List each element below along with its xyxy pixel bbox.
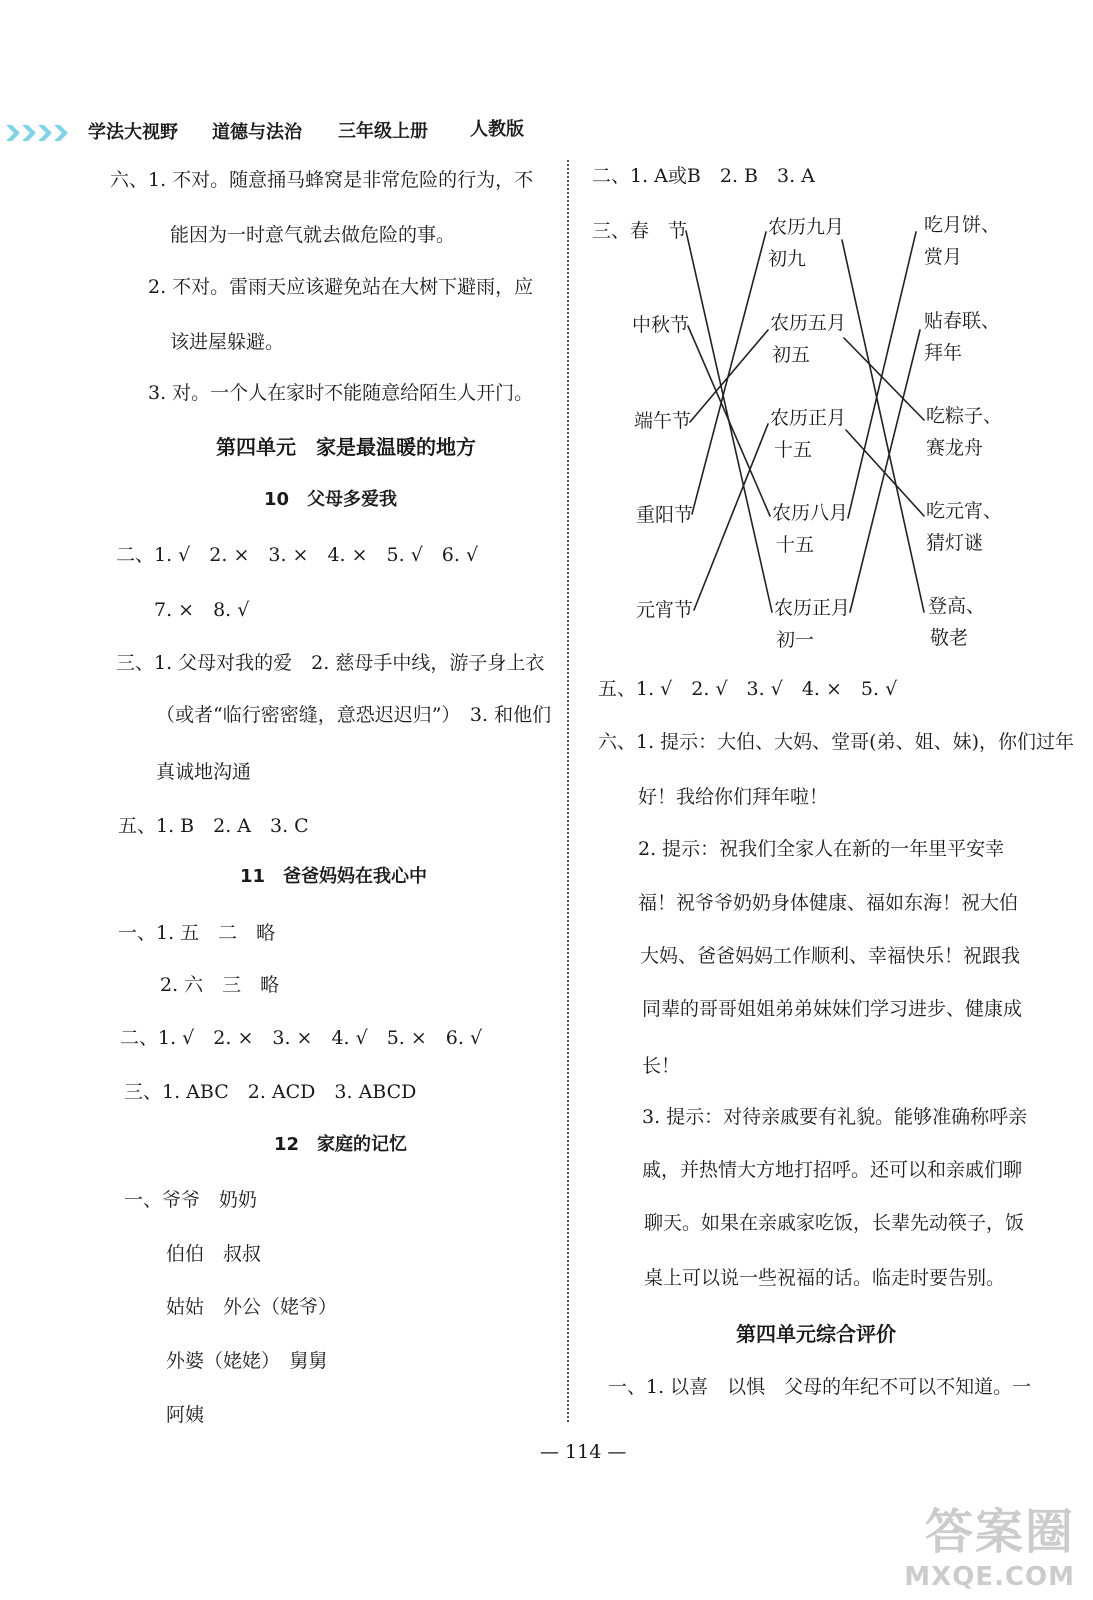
right-q6-line1: 六、1. 提示：大伯、大妈、堂哥(弟、姐、妹)，你们过年 — [598, 731, 1074, 753]
s11-q3: 三、1. ABC 2. ACD 3. ABCD — [124, 1081, 417, 1103]
right-q6-line7: 长！ — [642, 1055, 681, 1077]
right-q6-line9: 戚，并热情大方地打招呼。还可以和亲戚们聊 — [642, 1159, 1023, 1181]
header-book-title: 学法大视野 — [88, 122, 178, 143]
section10-title: 10 父母多爱我 — [264, 489, 398, 510]
s10-q5: 五、1. B 2. A 3. C — [118, 815, 309, 837]
match-custom-1-line2: 赏月 — [924, 246, 963, 268]
match-date-3-line1: 农历正月 — [770, 407, 847, 429]
s12-line4: 外婆（姥姥） 舅舅 — [166, 1350, 328, 1372]
unit4-title: 第四单元 家是最温暖的地方 — [216, 435, 476, 459]
right-q2: 二、1. A或B 2. B 3. A — [592, 165, 815, 187]
left-q6-line4: 该进屋躲避。 — [170, 331, 285, 353]
right-q6-line2: 好！我给你们拜年啦！ — [638, 786, 829, 808]
match-custom-1-line1: 吃月饼、 — [924, 214, 1001, 236]
match-festival-5: 元宵节 — [636, 599, 694, 621]
match-custom-2-line1: 贴春联、 — [924, 310, 1001, 332]
left-q6-line2: 能因为一时意气就去做危险的事。 — [170, 224, 456, 246]
right-q6-line4: 福！祝爷爷奶奶身体健康、福如东海！祝大伯 — [638, 892, 1019, 914]
page-number: — 114 — — [540, 1441, 627, 1463]
s10-q2-line2: 7. × 8. √ — [154, 599, 250, 621]
header-arrows-icon — [4, 120, 80, 146]
match-prefix: 三、 — [592, 220, 631, 242]
header-subject: 道德与法治 — [212, 122, 302, 143]
s11-q1-line1: 一、1. 五 二 略 — [118, 922, 276, 944]
match-date-4-line2: 十五 — [776, 534, 815, 556]
match-festival-3: 端午节 — [634, 410, 692, 432]
header-grade: 三年级上册 — [338, 121, 428, 142]
left-q6-line3: 2. 不对。雷雨天应该避免站在大树下避雨，应 — [148, 276, 534, 298]
s11-q1-line2: 2. 六 三 略 — [160, 974, 280, 996]
right-q6-line5: 大妈、爸爸妈妈工作顺利、幸福快乐！祝跟我 — [640, 945, 1021, 967]
s12-line3: 姑姑 外公（姥爷） — [166, 1296, 338, 1318]
match-custom-3-line1: 吃粽子、 — [926, 405, 1003, 427]
right-q6-line3: 2. 提示：祝我们全家人在新的一年里平安幸 — [638, 838, 1005, 860]
match-custom-5-line1: 登高、 — [928, 595, 986, 617]
section11-title: 11 爸爸妈妈在我心中 — [240, 866, 428, 887]
watermark-logo — [904, 1493, 1075, 1592]
match-custom-4-line1: 吃元宵、 — [926, 500, 1003, 522]
s12-line1: 一、爷爷 奶奶 — [124, 1189, 258, 1211]
match-date-4-line1: 农历八月 — [772, 502, 849, 524]
unit4-review-title: 第四单元综合评价 — [736, 1322, 896, 1346]
match-date-5-line1: 农历正月 — [774, 597, 851, 619]
match-custom-4-line2: 猜灯谜 — [926, 532, 984, 554]
match-date-2-line1: 农历五月 — [770, 312, 847, 334]
right-q6-line6: 同辈的哥哥姐姐弟弟妹妹们学习进步、健康成 — [642, 998, 1023, 1020]
match-date-3-line2: 十五 — [774, 439, 813, 461]
s10-q3-line1: 三、1. 父母对我的爱 2. 慈母手中线，游子身上衣 — [116, 652, 545, 674]
s10-q3-line3: 真诚地沟通 — [156, 761, 252, 783]
left-q6-line5: 3. 对。一个人在家时不能随意给陌生人开门。 — [148, 382, 534, 404]
s10-q2-line1: 二、1. √ 2. × 3. × 4. × 5. √ 6. √ — [116, 544, 479, 566]
match-festival-1: 春 节 — [630, 220, 688, 242]
right-q6-line11: 桌上可以说一些祝福的话。临走时要告别。 — [644, 1267, 1006, 1289]
match-date-2-line2: 初五 — [772, 344, 811, 366]
match-festival-4: 重阳节 — [636, 504, 694, 526]
match-date-5-line2: 初一 — [776, 629, 815, 651]
watermark-top: 答案圈 — [924, 1504, 1075, 1560]
header-edition: 人教版 — [470, 119, 524, 140]
right-q6-line10: 聊天。如果在亲戚家吃饭，长辈先动筷子，饭 — [644, 1212, 1025, 1234]
column-divider — [567, 160, 569, 1422]
s12-line5: 阿姨 — [166, 1404, 205, 1426]
s10-q3-line2: （或者“临行密密缝，意恐迟迟归”） 3. 和他们 — [156, 704, 552, 726]
match-date-1-line2: 初九 — [768, 248, 807, 270]
s11-q2: 二、1. √ 2. × 3. × 4. √ 5. × 6. √ — [120, 1027, 483, 1049]
match-date-1-line1: 农历九月 — [768, 216, 845, 238]
right-q6-line8: 3. 提示：对待亲戚要有礼貌。能够准确称呼亲 — [642, 1106, 1028, 1128]
left-q6-line1: 六、1. 不对。随意捅马蜂窝是非常危险的行为，不 — [110, 169, 534, 191]
watermark-bottom: MXQE.COM — [904, 1562, 1075, 1592]
match-custom-5-line2: 敬老 — [930, 627, 969, 649]
review-q1-line1: 一、1. 以喜 以惧 父母的年纪不可以不知道。一 — [608, 1376, 1032, 1398]
section12-title: 12 家庭的记忆 — [274, 1134, 408, 1155]
right-q5: 五、1. √ 2. √ 3. √ 4. × 5. √ — [598, 678, 898, 700]
match-custom-3-line2: 赛龙舟 — [926, 437, 984, 459]
match-festival-2: 中秋节 — [632, 314, 690, 336]
match-custom-2-line2: 拜年 — [924, 342, 963, 364]
s12-line2: 伯伯 叔叔 — [166, 1243, 262, 1265]
